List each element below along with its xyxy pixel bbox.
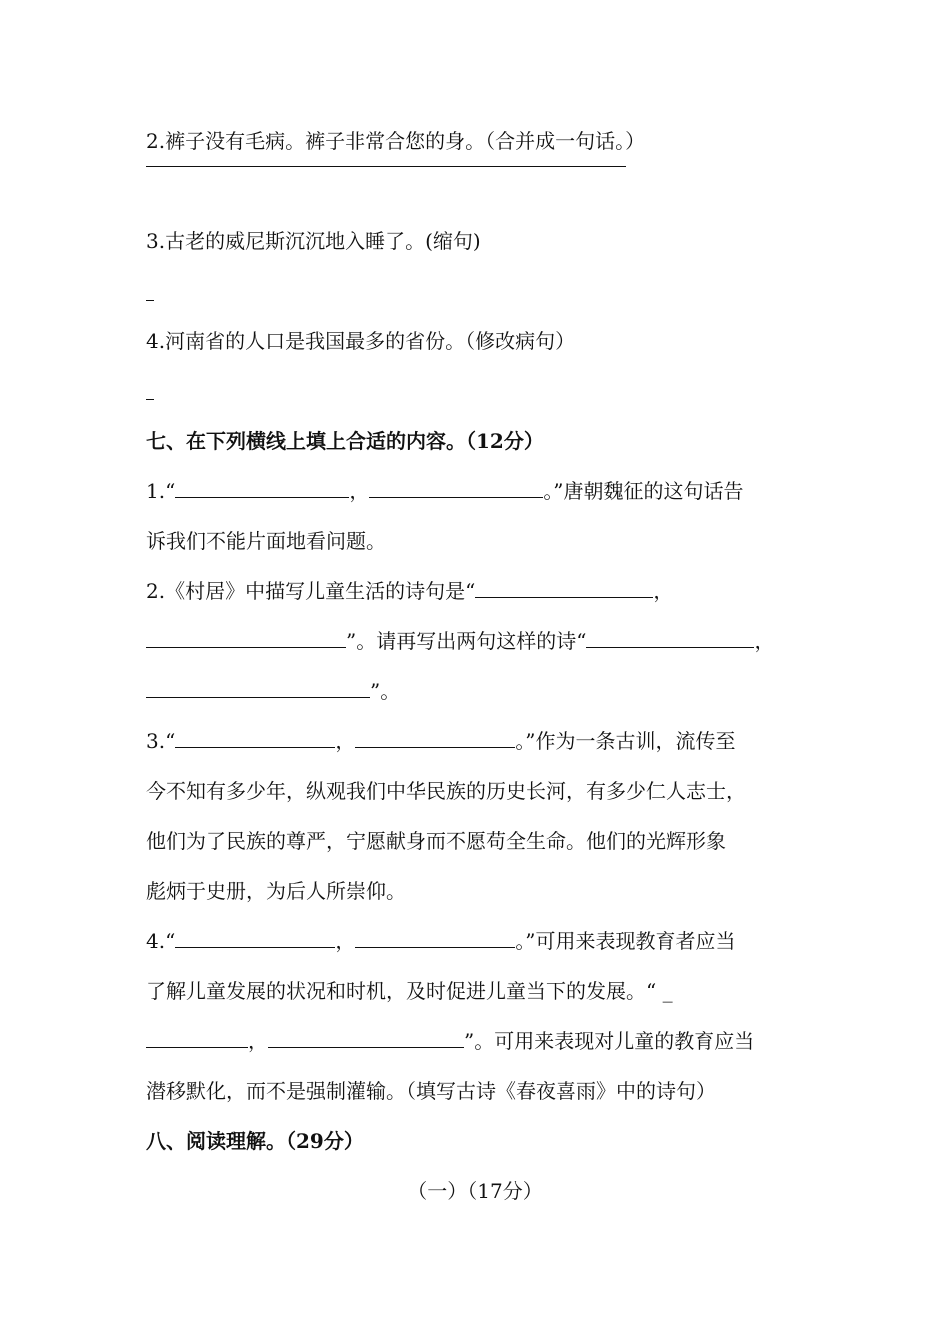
question-6-2: 2.裤子没有毛病。裤子非常合您的身。（合并成一句话。） <box>146 129 646 153</box>
section-7-heading: 七、在下列横线上填上合适的内容。（12分） <box>146 429 544 453</box>
q7-4-start: 4.“ <box>146 929 176 953</box>
question-6-3: 3.古老的威尼斯沉沉地入睡了。(缩句) <box>146 229 481 253</box>
question-7-1-line2: 诉我们不能片面地看问题。 <box>146 529 386 553</box>
q7-1-comma: ， <box>349 479 370 503</box>
q7-4-end2: ”。可用来表现对儿童的教育应当 <box>464 1029 755 1053</box>
question-7-3-line2: 今不知有多少年，纵观我们中华民族的历史长河，有多少仁人志士， <box>146 779 746 803</box>
question-7-1-line1 <box>146 478 744 504</box>
blank-7-4-a[interactable] <box>175 929 335 948</box>
question-7-2-line2 <box>146 628 774 654</box>
answer-line-6-3[interactable] <box>146 300 154 301</box>
blank-7-3-b[interactable] <box>355 729 515 748</box>
blank-7-4-b[interactable] <box>355 929 515 948</box>
blank-7-2-d[interactable] <box>146 679 370 698</box>
q7-2-comma2: ， <box>754 629 775 653</box>
q7-3-end: 。”作为一条古训，流传至 <box>515 729 736 753</box>
q7-2-end: ”。 <box>370 679 401 703</box>
q7-4-comma2: ， <box>248 1029 268 1053</box>
q7-1-end: 。”唐朝魏征的这句话告 <box>543 479 744 503</box>
blank-7-1-a[interactable] <box>175 479 349 498</box>
question-7-2-line1 <box>146 578 673 604</box>
q7-2-mid: ”。请再写出两句这样的诗“ <box>346 629 587 653</box>
q7-3-start: 3.“ <box>146 729 176 753</box>
question-7-3-line3: 他们为了民族的尊严，宁愿献身而不愿苟全生命。他们的光辉形象 <box>146 829 726 853</box>
question-7-2-line3 <box>146 678 400 704</box>
blank-7-2-c[interactable] <box>586 629 754 648</box>
blank-7-4-d[interactable] <box>268 1029 464 1048</box>
question-6-4: 4.河南省的人口是我国最多的省份。（修改病句） <box>146 329 576 353</box>
blank-7-2-b[interactable] <box>146 629 346 648</box>
question-7-3-line1 <box>146 728 736 754</box>
q7-1-start: 1.“ <box>146 479 176 503</box>
question-7-4-line4: 潜移默化，而不是强制灌输。（填写古诗《春夜喜雨》中的诗句） <box>146 1079 716 1103</box>
question-7-4-line2: 了解儿童发展的状况和时机，及时促进儿童当下的发展。“ _ <box>146 979 673 1003</box>
blank-7-4-c[interactable] <box>146 1029 248 1048</box>
question-7-4-line1 <box>146 928 736 954</box>
section-8-heading: 八、阅读理解。（29分） <box>146 1129 364 1153</box>
blank-7-3-a[interactable] <box>175 729 335 748</box>
question-7-4-line3 <box>146 1028 754 1054</box>
question-7-3-line4: 彪炳于史册，为后人所崇仰。 <box>146 879 406 903</box>
blank-7-1-b[interactable] <box>369 479 543 498</box>
answer-line-6-2[interactable] <box>146 166 626 167</box>
q7-3-comma: ， <box>335 729 356 753</box>
q7-4-end: 。”可用来表现教育者应当 <box>515 929 736 953</box>
q7-4-comma: ， <box>335 929 356 953</box>
section-8-subheading: （一）（17分） <box>407 1179 543 1203</box>
q7-2-start: 2.《村居》中描写儿童生活的诗句是“ <box>146 579 476 603</box>
q7-2-comma: ， <box>653 579 674 603</box>
answer-line-6-4[interactable] <box>146 399 154 400</box>
blank-7-2-a[interactable] <box>475 579 653 598</box>
